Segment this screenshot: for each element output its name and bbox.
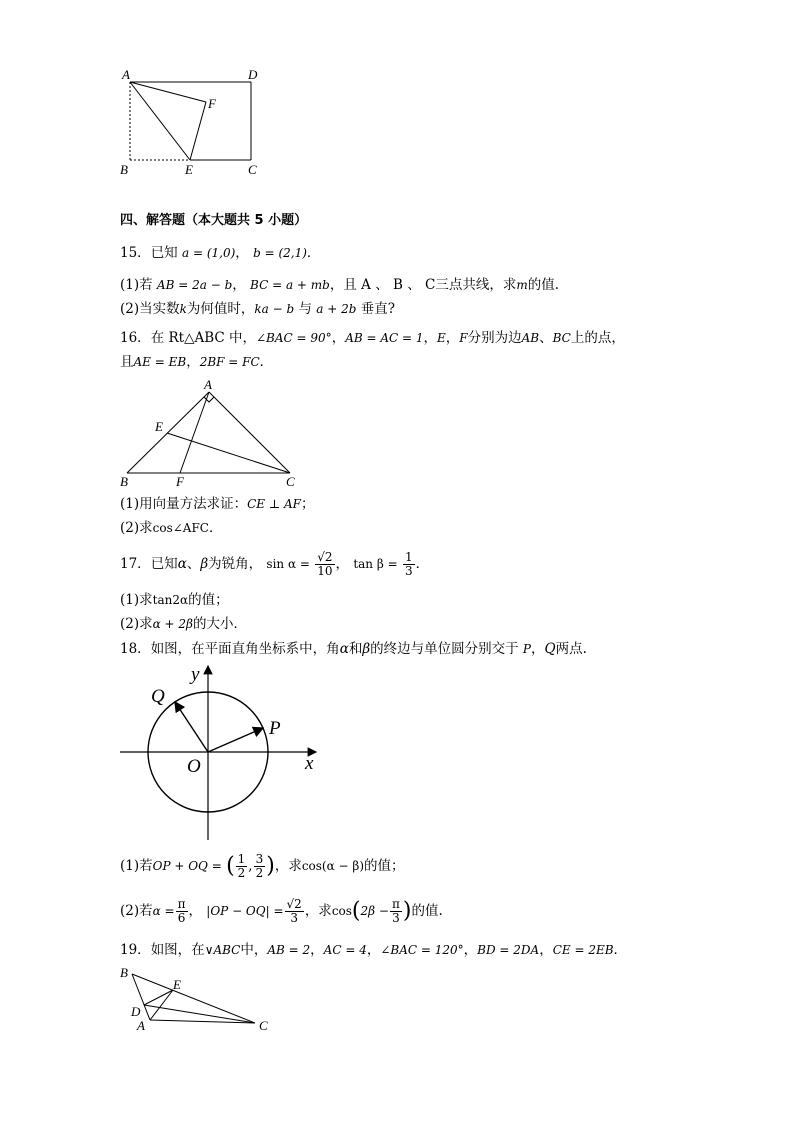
q17-beta: β xyxy=(200,556,209,572)
q15-part1: (1)若 AB = 2a − b， BC = a + mb，且 A 、 B 、 C三点共线，求m的值. xyxy=(120,277,560,293)
q15-p1-mid: ，且 A 、 B 、 C三点共线，求 xyxy=(329,277,517,293)
q18-stem xyxy=(120,640,587,658)
q19-angle: ∠BAC = 120° xyxy=(380,943,464,957)
figure-triangle-abc xyxy=(115,962,280,1034)
q16-BC: BC xyxy=(552,331,571,345)
q16-sides: AB = AC = 1 xyxy=(345,331,424,345)
q19-c1: ， xyxy=(310,942,324,958)
q16-stem-line2 xyxy=(120,353,273,371)
paren-open-2: ( xyxy=(351,898,361,924)
label-B: B xyxy=(120,162,128,177)
label-B: B xyxy=(120,474,128,488)
q17-stem xyxy=(120,546,429,582)
edge-FE xyxy=(190,102,206,160)
q15-p1-m: m xyxy=(516,278,528,292)
q18-p1-n2: 3 xyxy=(255,852,264,866)
q16-p2-expr: cos∠AFC xyxy=(152,521,209,535)
label-O: O xyxy=(187,756,201,777)
q19-c2: ， xyxy=(366,942,381,958)
q17-tan-fraction xyxy=(403,551,415,578)
figure-rectangle-fold xyxy=(110,60,280,185)
figure-unit-circle xyxy=(115,660,330,845)
edge-AF xyxy=(130,82,206,102)
q18-stem-a: 如图，在平面直角坐标系中，角 xyxy=(150,641,340,657)
q16-part1 xyxy=(120,495,314,513)
label-C: C xyxy=(259,1018,268,1033)
q18-alpha: α xyxy=(339,641,349,657)
label-E: E xyxy=(155,419,163,434)
q17-comma: ， xyxy=(335,556,350,572)
section-title: 四、解答题（本大题共 5 小题） xyxy=(120,213,308,228)
segment-CE xyxy=(167,433,290,473)
q15-stem-text: 已知 xyxy=(150,245,178,261)
q18-p1-cos: cos(α − β) xyxy=(301,859,365,873)
q16-l2-a: 且 xyxy=(120,354,134,370)
q15-p2-mid: 为何值时， xyxy=(186,301,255,317)
q16-AB: AB xyxy=(521,331,540,345)
q19-stem-b: 中， xyxy=(240,942,268,958)
q16-i: 分别为边 xyxy=(467,330,522,346)
q16-k: 、 xyxy=(539,330,553,346)
q15-p2-expr1: ka − b xyxy=(254,302,295,316)
q18-p2-an: π xyxy=(177,897,186,911)
q15-part2 xyxy=(120,300,395,318)
q19-ac: AC = 4 xyxy=(323,943,367,957)
q19-number: 19． xyxy=(120,942,151,958)
q16-AE-EB: AE = EB xyxy=(133,355,187,369)
q18-p2-pi-frac xyxy=(390,898,402,925)
q17-p1-prefix: (1)求 xyxy=(120,592,153,608)
edge-AC xyxy=(209,392,290,473)
edge-AE xyxy=(130,82,190,160)
label-y: y xyxy=(191,664,200,685)
q15-p2-expr2: a + 2b xyxy=(316,302,357,316)
q16-F: F xyxy=(459,331,468,345)
q17-alpha: α xyxy=(177,556,187,572)
q19-stem xyxy=(120,941,627,959)
q17-dun: 、 xyxy=(186,556,201,572)
q18-beta: β xyxy=(362,641,371,657)
q19-c4: ， xyxy=(539,942,553,958)
q19-ab: AB = 2 xyxy=(267,943,311,957)
q18-and: 和 xyxy=(348,641,363,657)
label-D: D xyxy=(248,67,258,82)
q18-P: P xyxy=(522,642,531,656)
q16-p1-expr: CE ⊥ AF xyxy=(247,497,301,511)
q16-number: 16． xyxy=(120,330,151,346)
segment-AE xyxy=(150,990,173,1020)
label-C: C xyxy=(286,474,295,488)
q17-stem-a: 已知 xyxy=(150,556,178,572)
q17-sin-den: 10 xyxy=(317,564,333,578)
q18-p2-r-frac xyxy=(285,898,304,925)
edge-BC xyxy=(132,974,255,1023)
q16-p2-end: ． xyxy=(208,520,223,536)
q15-p1-end: 的值. xyxy=(527,277,560,293)
q18-p1-d2: 2 xyxy=(255,866,264,880)
q18-Q: Q xyxy=(544,641,556,657)
q17-tan-label: tan β = xyxy=(353,557,398,571)
label-B: B xyxy=(120,965,128,980)
q17-sin-fraction xyxy=(315,551,334,578)
q16-angle: ∠BAC = 90° xyxy=(256,331,332,345)
q17-sin-label: sin α = xyxy=(266,557,310,571)
q18-p2-prefix: (2)若 xyxy=(120,903,153,919)
q17-part1 xyxy=(120,591,229,609)
paren-close-2: ) xyxy=(402,898,412,924)
q15-vector-a: a = (1,0) xyxy=(181,246,236,260)
q16-2BF-FC: 2BF = FC xyxy=(199,355,260,369)
q18-p2-rn: √2 xyxy=(286,897,302,911)
q18-number: 18． xyxy=(120,641,151,657)
q15-vector-b: b = (2,1) xyxy=(253,246,307,260)
q15-p1-prefix: (1)若 xyxy=(120,277,153,293)
label-A: A xyxy=(204,377,212,392)
q16-p1-prefix: (1)用向量方法求证： xyxy=(120,496,248,512)
q18-p1-mid: ，求 xyxy=(274,858,302,874)
label-D: D xyxy=(131,1004,141,1019)
q16-stem-line1 xyxy=(120,329,625,347)
label-A: A xyxy=(137,1018,145,1033)
q16-e: ， xyxy=(423,330,438,346)
q17-p2-end: 的大小． xyxy=(192,616,247,632)
q17-tan-num: 1 xyxy=(404,550,413,564)
q15-p2-k: k xyxy=(179,302,187,316)
figure-right-triangle xyxy=(115,376,310,488)
q18-p2-pn: π xyxy=(391,897,400,911)
q16-l2-c: ， xyxy=(186,354,200,370)
q15-p2-yu: 与 xyxy=(294,301,317,317)
q19-end: ． xyxy=(613,942,628,958)
label-E: E xyxy=(173,977,181,992)
q18-p1-expr: OP + OQ = xyxy=(152,859,222,873)
q18-p1-frac2 xyxy=(254,853,266,880)
q19-ce: CE = 2EB xyxy=(552,943,614,957)
q17-sin-num: √2 xyxy=(317,550,333,564)
q17-p1-end: 的值； xyxy=(188,592,229,608)
q18-p2-mid: ，求 xyxy=(304,903,332,919)
q18-p2-end: 的值. xyxy=(411,903,443,919)
q16-text-a: 在 Rt△ABC 中， xyxy=(150,330,256,346)
paren-open: ( xyxy=(226,853,235,879)
q16-p1-end: ； xyxy=(300,496,315,512)
q17-part2 xyxy=(120,615,247,633)
label-F: F xyxy=(176,474,184,488)
q17-p2-expr: α + 2β xyxy=(152,617,193,631)
q18-part1: (1)若OP + OQ = ( $\frac{1}{2}$ , $\frac{3}{2}$ )，求cos(α − β)的值； xyxy=(120,852,405,880)
label-C: C xyxy=(248,162,257,177)
label-Q: Q xyxy=(151,686,165,707)
q16-g: ， xyxy=(445,330,460,346)
label-P: P xyxy=(269,718,281,739)
q15-p2-end: 垂直? xyxy=(356,301,395,317)
q18-p2-rd: 3 xyxy=(290,911,298,925)
q15-number: 15． xyxy=(120,245,151,261)
q18-stem-b: 的终边与单位圆分别交于 xyxy=(370,641,519,657)
segment-AF xyxy=(180,392,209,473)
q16-c: ， xyxy=(331,330,346,346)
q18-comma: ， xyxy=(531,641,545,657)
q15-stem xyxy=(120,244,320,262)
q16-l2-e: ． xyxy=(259,354,274,370)
q15-sep: ， xyxy=(235,245,249,261)
q19-c3: ， xyxy=(463,942,478,958)
q18-p2-alpha-frac xyxy=(176,898,188,925)
q18-part2 xyxy=(120,893,443,930)
q15-p1-ab: AB = 2a − b xyxy=(156,278,233,292)
q19-stem-a: 如图，在 xyxy=(150,942,205,958)
label-F: F xyxy=(208,96,216,111)
q18-p2-abs: |OP − OQ| = xyxy=(206,904,284,918)
q17-number: 17． xyxy=(120,556,151,572)
label-E: E xyxy=(185,162,193,177)
q17-end: ． xyxy=(415,556,430,572)
q18-p2-pd: 3 xyxy=(392,911,400,925)
q18-p1-n1: 1 xyxy=(237,852,246,866)
q18-p1-end: 的值； xyxy=(364,858,405,874)
q19-triangle: ∨ABC xyxy=(204,943,241,957)
q15-end: ． xyxy=(306,245,321,261)
q18-p1-prefix: (1)若 xyxy=(120,858,153,874)
q15-p2-prefix: (2)当实数 xyxy=(120,301,180,317)
q17-tan-den: 3 xyxy=(404,564,413,578)
edge-AB xyxy=(127,392,209,473)
vector-OQ xyxy=(175,702,208,752)
q18-p1-d1: 2 xyxy=(237,866,246,880)
q16-E: E xyxy=(437,331,446,345)
q18-p1-frac1 xyxy=(236,853,248,880)
q17-p1-expr: tan2α xyxy=(152,593,189,607)
q18-p2-alpha: α = xyxy=(152,904,175,918)
label-A: A xyxy=(122,67,130,82)
q18-p2-in: 2β − xyxy=(360,904,389,918)
vector-OP xyxy=(208,728,263,752)
q15-p1-bc: BC = a + mb xyxy=(250,278,330,292)
q17-p2-prefix: (2)求 xyxy=(120,616,153,632)
q16-part2 xyxy=(120,519,222,537)
q16-m: 上的点， xyxy=(570,330,625,346)
q18-p2-ad: 6 xyxy=(177,911,186,925)
label-x: x xyxy=(305,753,314,774)
q19-bd: BD = 2DA xyxy=(477,943,540,957)
q17-stem-b: 为锐角， xyxy=(208,556,263,572)
segment-DE xyxy=(144,990,173,1005)
q18-p2-cos: cos xyxy=(331,904,352,918)
q16-p2-prefix: (2)求 xyxy=(120,520,153,536)
q18-p2-comma: ， xyxy=(188,903,202,919)
q18-stem-c: 两点. xyxy=(555,641,587,657)
paren-close: ) xyxy=(266,853,275,879)
